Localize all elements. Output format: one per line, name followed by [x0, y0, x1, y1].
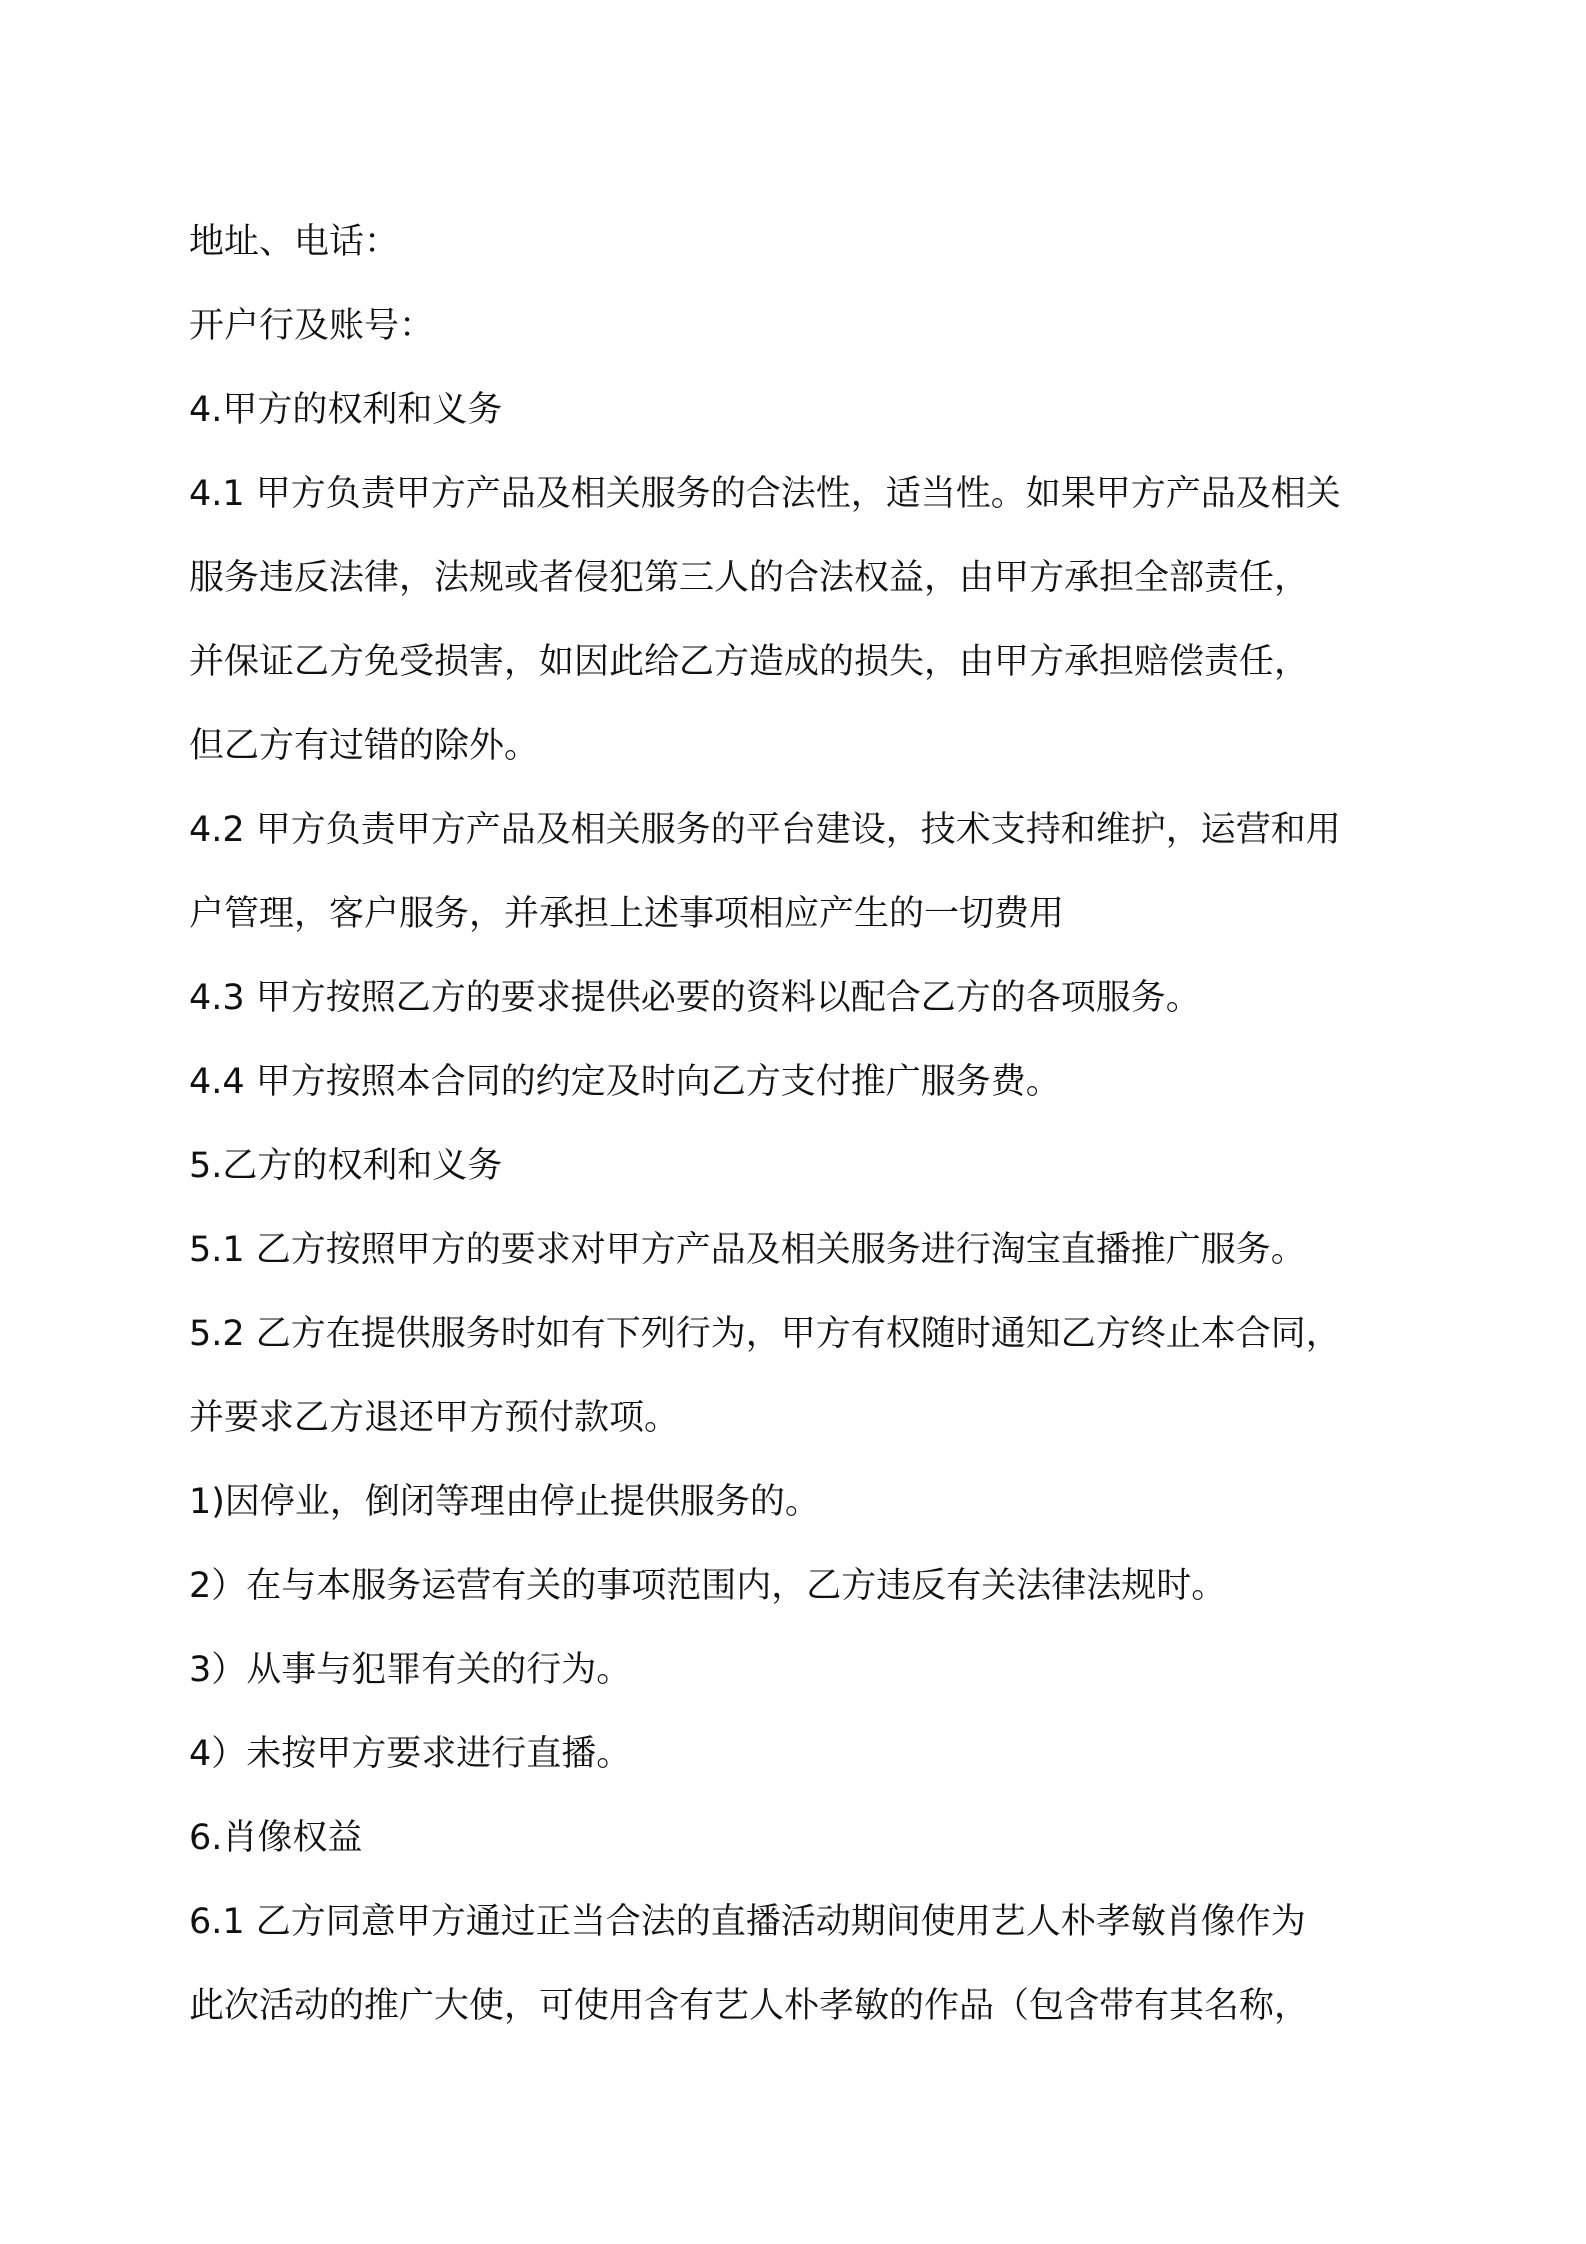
section-6-heading: 6.肖像权益	[189, 1818, 363, 1858]
list-item-2: 2）在与本服务运营有关的事项范围内，乙方违反有关法律法规时。	[189, 1566, 1227, 1606]
clause-5-2-line-2: 并要求乙方退还甲方预付款项。	[189, 1398, 680, 1438]
clause-4-1-line-1: 4.1 甲方负责甲方产品及相关服务的合法性，适当性。如果甲方产品及相关	[189, 474, 1341, 514]
list-item-1: 1)因停业，倒闭等理由停止提供服务的。	[189, 1482, 820, 1522]
clause-6-1-line-1: 6.1 乙方同意甲方通过正当合法的直播活动期间使用艺人朴孝敏肖像作为	[189, 1902, 1306, 1942]
clause-5-2-line-1: 5.2 乙方在提供服务时如有下列行为，甲方有权随时通知乙方终止本合同，	[189, 1314, 1341, 1354]
clause-4-1-line-4: 但乙方有过错的除外。	[189, 726, 540, 766]
address-phone-label: 地址、电话：	[189, 222, 400, 262]
clause-4-2-line-2: 户管理，客户服务，并承担上述事项相应产生的一切费用	[189, 894, 1065, 934]
clause-4-1-line-3: 并保证乙方免受损害，如因此给乙方造成的损失，由甲方承担赔偿责任，	[189, 642, 1310, 682]
section-4-heading: 4.甲方的权利和义务	[189, 390, 503, 430]
clause-4-4: 4.4 甲方按照本合同的约定及时向乙方支付推广服务费。	[189, 1062, 1061, 1102]
list-item-3: 3）从事与犯罪有关的行为。	[189, 1650, 632, 1690]
bank-account-label: 开户行及账号：	[189, 306, 435, 346]
clause-4-2-line-1: 4.2 甲方负责甲方产品及相关服务的平台建设，技术支持和维护，运营和用	[189, 810, 1341, 850]
clause-5-1: 5.1 乙方按照甲方的要求对甲方产品及相关服务进行淘宝直播推广服务。	[189, 1230, 1306, 1270]
document-body	[189, 200, 1429, 2048]
clause-4-3: 4.3 甲方按照乙方的要求提供必要的资料以配合乙方的各项服务。	[189, 978, 1201, 1018]
clause-6-1-line-2: 此次活动的推广大使，可使用含有艺人朴孝敏的作品（包含带有其名称，	[189, 1986, 1310, 2026]
clause-4-1-line-2: 服务违反法律，法规或者侵犯第三人的合法权益，由甲方承担全部责任，	[189, 558, 1310, 598]
section-5-heading: 5.乙方的权利和义务	[189, 1146, 503, 1186]
list-item-4: 4）未按甲方要求进行直播。	[189, 1734, 632, 1774]
